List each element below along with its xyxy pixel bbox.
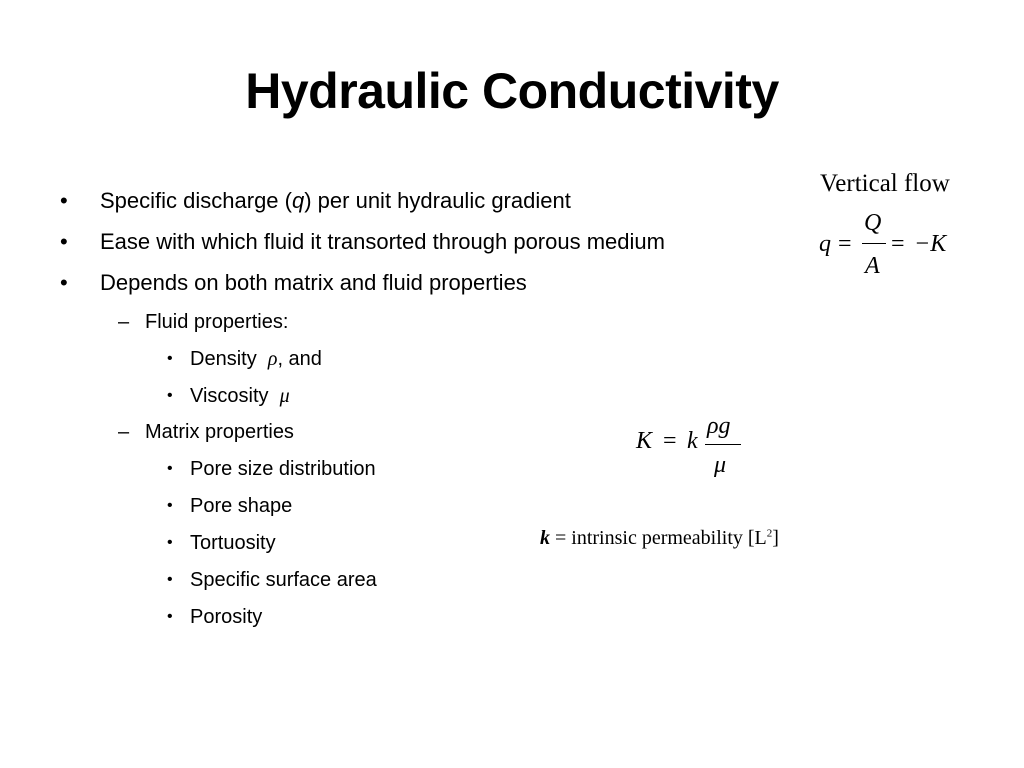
- bullet-marker: •: [167, 497, 173, 514]
- bullet-marker: •: [167, 350, 173, 367]
- bullet-marker: •: [167, 534, 173, 551]
- item-text-suffix: , and: [277, 348, 322, 370]
- dash-marker: –: [118, 421, 130, 443]
- eq-equals: =: [663, 428, 677, 454]
- symbol-rho: ρ: [267, 348, 278, 370]
- bullet-marker: •: [167, 571, 173, 588]
- fraction-bar: [862, 243, 886, 244]
- slide-title: Hydraulic Conductivity: [245, 63, 779, 119]
- item-text: Tortuosity: [190, 532, 276, 554]
- permeability-definition: [540, 527, 779, 550]
- sub-bullet-text: Fluid properties:: [145, 311, 289, 333]
- item-text: Pore size distribution: [190, 458, 376, 480]
- bullet-text: Ease with which fluid it transorted through porous medium: [100, 229, 665, 254]
- dash-marker: –: [118, 311, 130, 333]
- bullet-text: Depends on both matrix and fluid properties: [100, 270, 527, 295]
- fraction-bar: [705, 444, 741, 445]
- definition-close: ]: [772, 527, 779, 549]
- item-text: Specific surface area: [190, 569, 377, 591]
- item-text: Porosity: [190, 606, 263, 628]
- eq-equals: =: [891, 231, 905, 257]
- definition-exponent: 2: [766, 527, 773, 540]
- variable-q: q: [291, 188, 305, 213]
- symbol-mu: μ: [279, 385, 290, 407]
- bullet-marker: •: [60, 188, 68, 213]
- eq-numerator-rho-g: ρg: [707, 413, 731, 439]
- eq-denominator-mu: μ: [714, 452, 727, 478]
- item-text: Viscosity: [190, 385, 269, 407]
- bullet-text-suffix: ) per unit hydraulic gradient: [304, 188, 571, 213]
- bullet-marker: •: [167, 387, 173, 404]
- bullet-marker: •: [167, 460, 173, 477]
- item-text: Pore shape: [190, 495, 293, 517]
- definition-symbol: k: [540, 527, 550, 549]
- sub-bullet-text: Matrix properties: [145, 421, 294, 443]
- eq-numerator-Q: Q: [864, 210, 882, 236]
- bullet-marker: •: [60, 270, 68, 295]
- item-text: Density: [190, 348, 257, 370]
- bullet-text: Specific discharge (: [100, 188, 292, 213]
- definition-text: = intrinsic permeability [L: [550, 527, 767, 549]
- eq-denominator-A: A: [865, 253, 880, 279]
- bullet-marker: •: [60, 229, 68, 254]
- eq-coef-k: k: [687, 428, 698, 454]
- bullet-marker: •: [167, 608, 173, 625]
- vertical-flow-caption: Vertical flow: [820, 170, 950, 197]
- eq-lhs-q: q: [819, 231, 831, 257]
- eq-lhs-K: K: [636, 428, 653, 454]
- eq-rhs-minus-K: −K: [914, 231, 947, 257]
- eq-equals: =: [838, 231, 852, 257]
